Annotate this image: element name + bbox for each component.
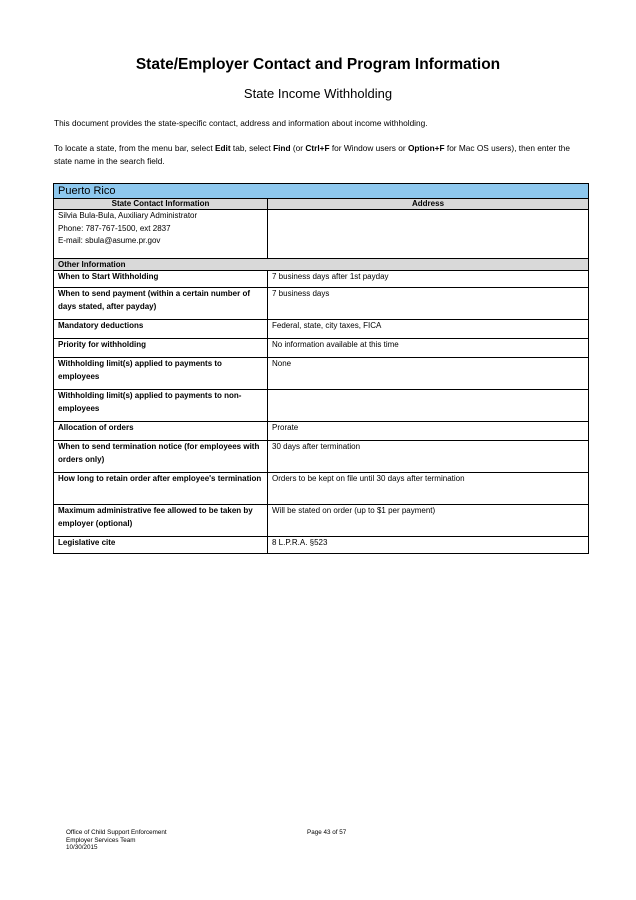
table-row	[54, 358, 589, 390]
instructions-text: for Mac OS users), then enter the state name in the search field.	[54, 143, 571, 166]
table-row	[54, 320, 589, 339]
row-label: Maximum administrative fee allowed to be taken by employer (optional)	[54, 505, 268, 537]
table-row	[54, 390, 589, 422]
row-label: When to send termination notice (for employees with orders only)	[54, 441, 268, 473]
row-value: Orders to be kept on file until 30 days after termination	[268, 473, 589, 505]
state-contact-cell	[54, 210, 268, 259]
row-label: When to send payment (within a certain number of days stated, after payday)	[54, 288, 268, 320]
table-row	[54, 422, 589, 441]
row-label: Withholding limit(s) applied to payments to non-employees	[54, 390, 268, 422]
state-header-row	[54, 184, 589, 199]
contact-email: E-mail: sbula@asume.pr.gov	[58, 236, 161, 245]
contact-name: Silvia Bula-Bula, Auxiliary Administrator	[58, 211, 198, 220]
address-cell	[268, 210, 589, 259]
instructions-ctrlf-keyword: Ctrl+F	[305, 143, 330, 153]
instructions-text: tab, select	[230, 143, 274, 153]
instructions-text: for Window users or	[329, 143, 408, 153]
table-row	[54, 537, 589, 554]
state-info-table	[53, 183, 589, 554]
state-name: Puerto Rico	[54, 184, 589, 199]
column-header-address: Address	[268, 199, 589, 210]
intro-paragraph: This document provides the state-specific contact, address and information about income withholding.	[54, 118, 428, 128]
table-row	[54, 505, 589, 537]
instructions-paragraph	[54, 142, 586, 167]
row-value: 7 business days after 1st payday	[268, 271, 589, 288]
page-number: Page 43 of 57	[307, 829, 347, 836]
row-value: None	[268, 358, 589, 390]
column-header-row	[54, 199, 589, 210]
contact-row	[54, 210, 589, 259]
row-label: Priority for withholding	[54, 339, 268, 358]
row-value: 8 L.P.R.A. §523	[268, 537, 589, 554]
instructions-text: (or	[290, 143, 306, 153]
other-info-header-row	[54, 259, 589, 271]
row-value: Will be stated on order (up to $1 per payment)	[268, 505, 589, 537]
instructions-optionf-keyword: Option+F	[407, 143, 445, 153]
footer-office: Office of Child Support Enforcement	[66, 829, 167, 836]
instructions-text: To locate a state, from the menu bar, select	[54, 143, 215, 153]
instructions-find-keyword: Find	[273, 143, 291, 153]
row-label: Withholding limit(s) applied to payments to employees	[54, 358, 268, 390]
row-label: Legislative cite	[54, 537, 268, 554]
table-row	[54, 473, 589, 505]
page-subtitle: State Income Withholding	[243, 86, 393, 101]
row-value: Federal, state, city taxes, FICA	[268, 320, 589, 339]
table-row	[54, 288, 589, 320]
row-label: Mandatory deductions	[54, 320, 268, 339]
other-info-label: Other Information	[54, 259, 589, 271]
row-value: 7 business days	[268, 288, 589, 320]
row-label: When to Start Withholding	[54, 271, 268, 288]
page-title: State/Employer Contact and Program Information	[135, 56, 501, 73]
table-row	[54, 339, 589, 358]
table-row	[54, 441, 589, 473]
table-row	[54, 271, 589, 288]
row-value: No information available at this time	[268, 339, 589, 358]
row-label: How long to retain order after employee's termination	[54, 473, 268, 505]
column-header-contact: State Contact Information	[54, 199, 268, 210]
footer-date: 10/30/2015	[66, 844, 98, 852]
row-value: 30 days after termination	[268, 441, 589, 473]
row-value	[268, 390, 589, 422]
instructions-edit-keyword: Edit	[214, 143, 231, 153]
row-label: Allocation of orders	[54, 422, 268, 441]
row-value: Prorate	[268, 422, 589, 441]
footer-team: Employer Services Team	[66, 836, 136, 844]
footer-left	[66, 829, 167, 852]
contact-phone: Phone: 787-767-1500, ext 2837	[58, 223, 171, 233]
